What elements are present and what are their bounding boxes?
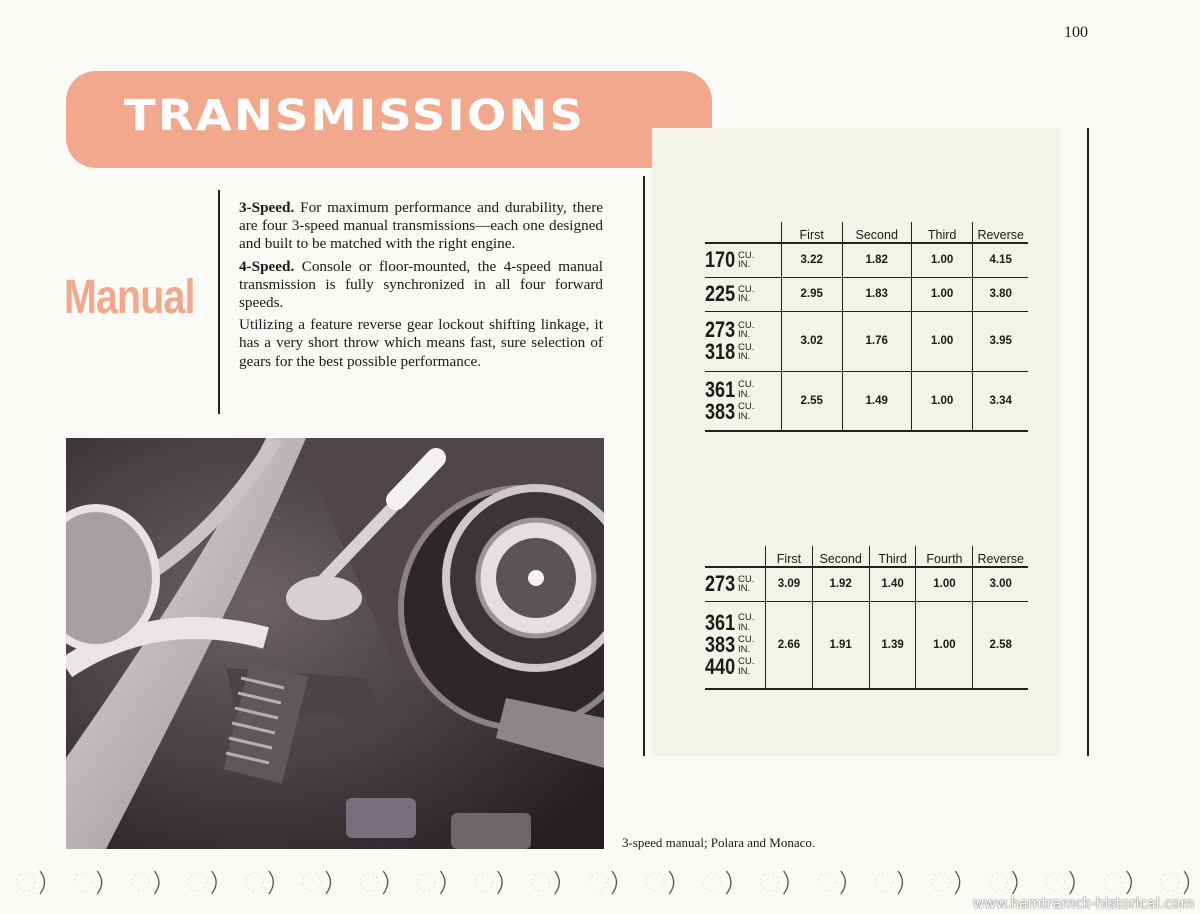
punch-mark: [97, 871, 102, 894]
punch-mark: [212, 871, 217, 894]
table-row: [705, 243, 1028, 277]
engine-displacement-number: 170: [705, 247, 736, 273]
engine-displacement-number: 318: [705, 339, 736, 364]
unit-cu: CU.: [738, 341, 755, 353]
punch-mark: [726, 871, 731, 894]
cubic-inch-unit: [738, 402, 756, 421]
punch-hole-outline: [417, 873, 435, 891]
column-header-second: Second: [842, 222, 911, 243]
unit-in: IN.: [738, 583, 751, 595]
paragraph-3-speed: 3-Speed. For maximum performance and durability, there are four 3-speed manual transmissions—each one designed and built to be matched with the right engine.: [239, 199, 603, 253]
text-divider-rule: [218, 190, 220, 414]
unit-cu: CU.: [738, 379, 755, 391]
punch-mark: [440, 871, 445, 894]
engine-displacement: [705, 341, 780, 363]
engine-displacement: [705, 376, 780, 402]
column-header-first: First: [766, 546, 812, 567]
engine-displacement-number: 361: [705, 609, 736, 635]
engine-displacement-number: 225: [705, 281, 736, 306]
table-row: [705, 311, 1028, 371]
gear-ratio-cell: 1.00: [916, 567, 973, 601]
cubic-inch-unit: [738, 657, 756, 676]
punch-mark: [383, 871, 388, 894]
engine-size-cell: [705, 601, 766, 689]
watermark: www.hamtramck-historical.com: [972, 896, 1194, 912]
unit-in: IN.: [738, 388, 751, 400]
engine-displacement: [705, 653, 764, 679]
engine-size-cell: [705, 277, 781, 311]
punch-mark: [955, 871, 960, 894]
engine-size-cell: [705, 567, 766, 601]
column-header-reverse: Reverse: [973, 546, 1028, 567]
column-header-first: First: [781, 222, 842, 243]
gear-ratio-cell: 3.95: [973, 311, 1028, 371]
unit-in: IN.: [738, 329, 751, 340]
punch-hole-outline: [818, 873, 836, 891]
gear-ratio-cell: 1.39: [869, 601, 916, 689]
gear-ratio-cell: 1.82: [842, 243, 911, 277]
binder-punch-marks: [0, 868, 1200, 898]
engine-size-cell: [705, 371, 781, 431]
punch-hole-outline: [131, 873, 149, 891]
cubic-inch-unit: [738, 251, 756, 270]
unit-in: IN.: [738, 621, 751, 633]
gear-ratio-cell: 1.00: [911, 311, 973, 371]
table-row: [705, 277, 1028, 311]
unit-cu: CU.: [738, 249, 755, 261]
engine-displacement-number: 383: [705, 398, 736, 424]
gear-ratio-cell: 3.09: [766, 567, 812, 601]
panel-rule-left: [643, 176, 645, 756]
gear-ratio-cell: 1.00: [911, 277, 973, 311]
body-text: [239, 199, 603, 375]
gear-ratio-cell: 4.15: [973, 243, 1028, 277]
engine-displacement: [705, 573, 764, 595]
unit-in: IN.: [738, 410, 751, 422]
punch-mark: [841, 871, 846, 894]
gear-ratio-cell: 2.55: [781, 371, 842, 431]
gear-ratio-cell: 3.22: [781, 243, 842, 277]
punch-mark: [154, 871, 159, 894]
gear-ratio-cell: 1.40: [869, 567, 916, 601]
punch-hole-outline: [932, 873, 950, 891]
punch-hole-outline: [589, 873, 607, 891]
dashboard-photo-image: [66, 438, 604, 849]
punch-hole-outline: [532, 873, 550, 891]
dashboard-photo: [66, 438, 604, 849]
gear-ratio-cell: 3.02: [781, 311, 842, 371]
four-speed-gear-ratio-table: [705, 546, 1028, 690]
column-header-second: Second: [812, 546, 869, 567]
unit-in: IN.: [738, 643, 751, 655]
engine-displacement-number: 273: [705, 571, 736, 597]
gear-ratio-cell: 2.95: [781, 277, 842, 311]
punch-mark: [1184, 871, 1189, 894]
column-header-fourth: Fourth: [916, 546, 973, 567]
table-header-row: [705, 546, 1028, 567]
punch-hole-outline: [74, 873, 92, 891]
column-header-third: Third: [869, 546, 916, 567]
photo-caption: 3-speed manual; Polara and Monaco.: [622, 835, 816, 850]
unit-in: IN.: [738, 293, 751, 304]
gear-ratio-cell: 1.76: [842, 311, 911, 371]
unit-cu: CU.: [738, 319, 755, 331]
section-label-manual: Manual: [64, 271, 195, 324]
punch-mark: [784, 871, 789, 894]
punch-mark: [669, 871, 674, 894]
table-row: [705, 371, 1028, 431]
punch-mark: [40, 871, 45, 894]
punch-mark: [898, 871, 903, 894]
engine-displacement-number: 383: [705, 631, 736, 657]
table-header-row: [705, 222, 1028, 243]
engine-displacement: [705, 631, 764, 657]
cubic-inch-unit: [738, 575, 756, 594]
punch-mark: [269, 871, 274, 894]
punch-mark: [1012, 871, 1017, 894]
punch-hole-outline: [989, 873, 1007, 891]
unit-cu: CU.: [738, 283, 755, 295]
punch-hole-outline: [475, 873, 493, 891]
punch-mark: [1127, 871, 1132, 894]
engine-displacement: [705, 249, 780, 271]
punch-hole-outline: [1161, 873, 1179, 891]
engine-displacement: [705, 283, 780, 305]
unit-in: IN.: [738, 351, 751, 362]
punch-mark: [326, 871, 331, 894]
gear-ratio-cell: 2.66: [766, 601, 812, 689]
page-number: 100: [1064, 24, 1088, 41]
unit-in: IN.: [738, 259, 751, 271]
engine-displacement-number: 361: [705, 376, 736, 402]
punch-mark: [1070, 871, 1075, 894]
panel-rule-right: [1087, 128, 1089, 756]
unit-cu: CU.: [738, 634, 755, 646]
punch-mark: [498, 871, 503, 894]
gear-ratio-cell: 1.83: [842, 277, 911, 311]
paragraph-linkage: Utilizing a feature reverse gear lockout shifting linkage, it has a very short throw which means fast, sure selection of gears for the best possible performance.: [239, 316, 603, 370]
gear-ratio-cell: 2.58: [973, 601, 1028, 689]
gear-ratio-cell: 3.34: [973, 371, 1028, 431]
gear-ratio-cell: 3.80: [973, 277, 1028, 311]
column-header-third: Third: [911, 222, 973, 243]
cubic-inch-unit: [738, 343, 756, 362]
page-title: TRANSMISSIONS: [124, 91, 586, 141]
punch-hole-outline: [761, 873, 779, 891]
punch-mark: [612, 871, 617, 894]
cubic-inch-unit: [738, 635, 756, 654]
unit-cu: CU.: [738, 612, 755, 624]
title-banner: [66, 71, 712, 168]
gear-ratio-cell: 1.49: [842, 371, 911, 431]
cubic-inch-unit: [738, 321, 756, 340]
gear-ratio-cell: 1.91: [812, 601, 869, 689]
engine-column-header: [705, 546, 766, 567]
punch-hole-outline: [17, 873, 35, 891]
cubic-inch-unit: [738, 613, 756, 632]
column-header-reverse: Reverse: [973, 222, 1028, 243]
cubic-inch-unit: [738, 285, 756, 304]
punch-mark: [555, 871, 560, 894]
table-row: [705, 567, 1028, 601]
unit-in: IN.: [738, 665, 751, 677]
unit-cu: CU.: [738, 401, 755, 413]
gear-ratio-cell: 1.92: [812, 567, 869, 601]
engine-displacement: [705, 609, 764, 635]
engine-displacement: [705, 398, 780, 424]
engine-size-cell: [705, 311, 781, 371]
punch-hole-outline: [303, 873, 321, 891]
engine-column-header: [705, 222, 781, 243]
gear-ratio-cell: 3.00: [973, 567, 1028, 601]
punch-hole-outline: [703, 873, 721, 891]
three-speed-gear-ratio-table: [705, 222, 1028, 432]
gear-ratio-cell: 1.00: [911, 371, 973, 431]
punch-hole-outline: [646, 873, 664, 891]
engine-size-cell: [705, 243, 781, 277]
table-row: [705, 601, 1028, 689]
gear-ratio-cell: 1.00: [911, 243, 973, 277]
unit-cu: CU.: [738, 573, 755, 585]
punch-hole-outline: [875, 873, 893, 891]
punch-hole-outline: [189, 873, 207, 891]
punch-hole-outline: [1047, 873, 1065, 891]
engine-displacement: [705, 319, 780, 341]
gear-ratio-cell: 1.00: [916, 601, 973, 689]
unit-cu: CU.: [738, 656, 755, 668]
punch-hole-outline: [1104, 873, 1122, 891]
punch-hole-outline: [360, 873, 378, 891]
punch-hole-outline: [246, 873, 264, 891]
engine-displacement-number: 273: [705, 317, 736, 342]
paragraph-4-speed: 4-Speed. Console or floor-mounted, the 4-speed manual transmission is fully synchronized in all four forward speeds.: [239, 257, 603, 312]
engine-displacement-number: 440: [705, 653, 736, 679]
cubic-inch-unit: [738, 380, 756, 399]
